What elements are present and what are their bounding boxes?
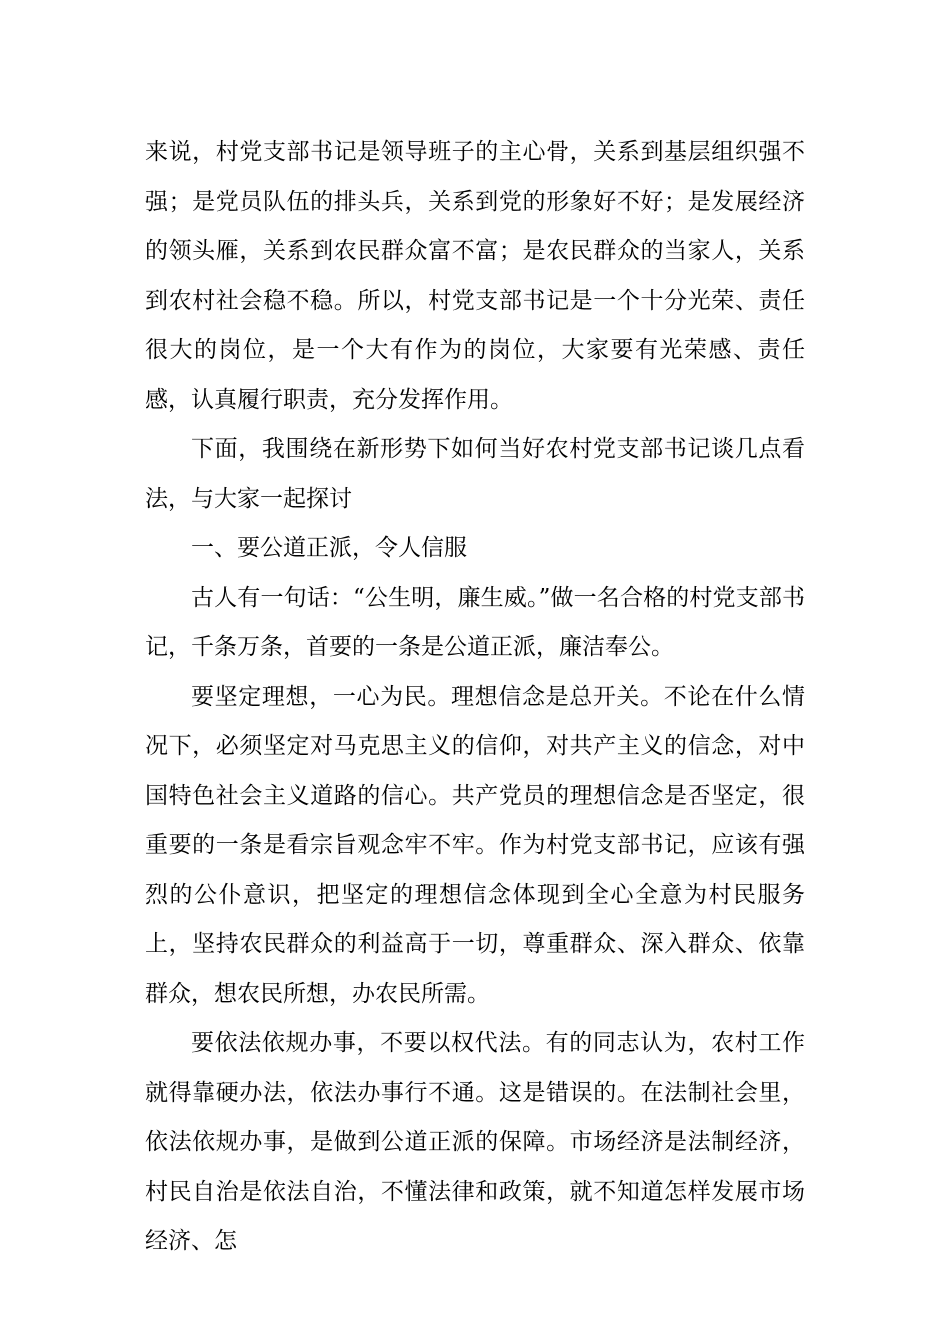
paragraph-1: 来说，村党支部书记是领导班子的主心骨，关系到基层组织强不强；是党员队伍的排头兵，关系到党的形象好不好；是发展经济的领头雁，关系到农民群众富不富；是农民群众的当家人，关系到农村社会稳不稳。所以，村党支部书记是一个十分光荣、责任很大的岗位，是一个大有作为的岗位，大家要有光荣感、责任感，认真履行职责，充分发挥作用。 <box>145 139 805 413</box>
paragraph-2: 下面，我围绕在新形势下如何当好农村党支部书记谈几点看法，与大家一起探讨 <box>145 436 805 512</box>
paragraph-4: 要坚定理想，一心为民。理想信念是总开关。不论在什么情况下，必须坚定对马克思主义的信仰，对共产主义的信念，对中国特色社会主义道路的信心。共产党员的理想信念是否坚定，很重要的一条是看宗旨观念牢不牢。作为村党支部书记，应该有强烈的公仆意识，把坚定的理想信念体现到全心全意为村民服务上，坚持农民群众的利益高于一切，尊重群众、深入群众、依靠群众，想农民所想，办农民所需。 <box>145 683 805 1007</box>
section-heading: 一、要公道正派，令人信服 <box>191 535 467 561</box>
paragraph-5: 要依法依规办事，不要以权代法。有的同志认为，农村工作就得靠硬办法，依法办事行不通。这是错误的。在法制社会里，依法依规办事，是做到公道正派的保障。市场经济是法制经济，村民自治是依法自治，不懂法律和政策，就不知道怎样发展市场经济、怎 <box>145 1030 805 1254</box>
document-body <box>145 128 805 1267</box>
paragraph-3: 古人有一句话：“公生明，廉生威。”做一名合格的村党支部书记，千条万条，首要的一条是公道正派，廉洁奉公。 <box>145 584 805 660</box>
